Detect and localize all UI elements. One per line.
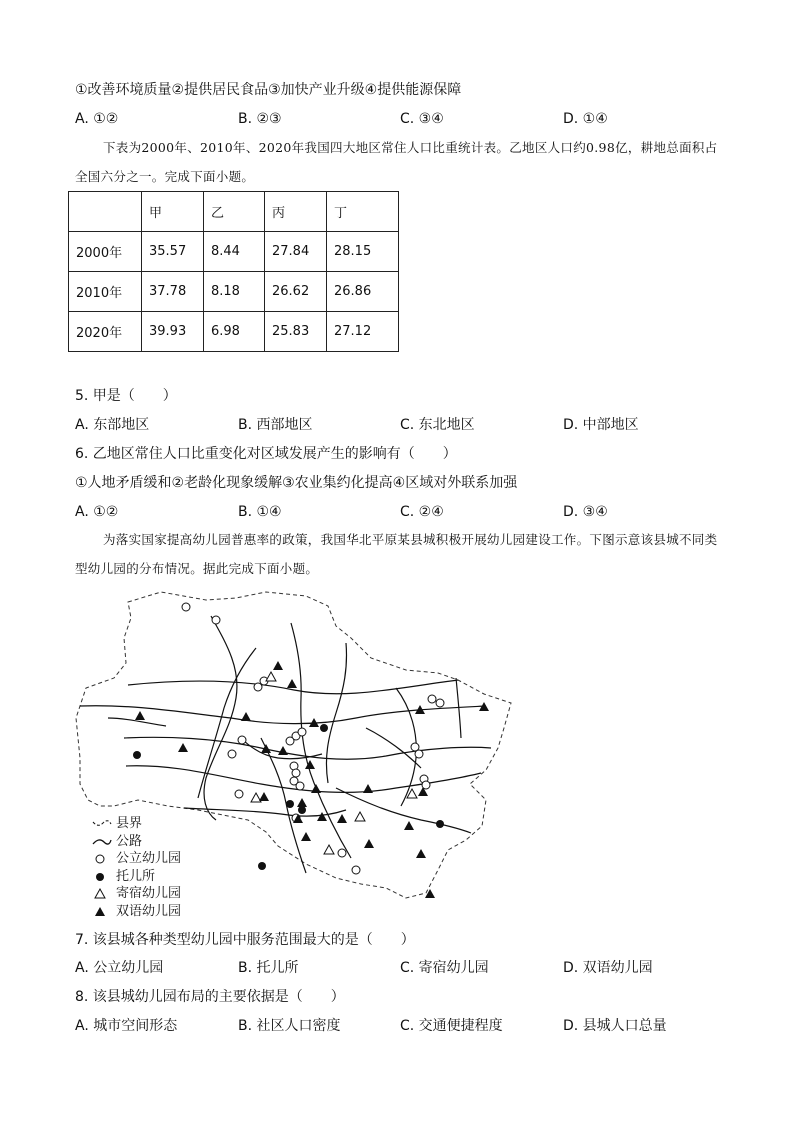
q5-stem: 5. 甲是（ ） — [75, 388, 177, 404]
table-cell: 37.78 — [142, 272, 204, 312]
q7-stem: 7. 该县城各种类型幼儿园中服务范围最大的是（ ） — [75, 932, 415, 948]
road — [336, 788, 471, 833]
legend-item-public-kindergarten — [92, 850, 181, 868]
public-kindergarten-marker — [298, 728, 306, 736]
bilingual-kindergarten-marker — [317, 812, 327, 821]
public-kindergarten-marker — [182, 603, 190, 611]
table-cell: 2010年 — [69, 272, 142, 312]
legend-item-boarding-kindergarten — [92, 885, 181, 903]
bilingual-kindergarten-marker — [278, 746, 288, 755]
q8-stem: 8. 该县城幼儿园布局的主要依据是（ ） — [75, 989, 345, 1005]
table-cell: 2020年 — [69, 312, 142, 352]
table-header-cell — [69, 192, 142, 232]
q5-option-d[interactable]: D. 中部地区 — [563, 417, 639, 433]
q6-option-b[interactable]: B. ①④ — [238, 504, 282, 520]
table-row — [69, 272, 399, 312]
boarding-kindergarten-marker — [324, 845, 334, 854]
road — [326, 643, 346, 783]
public-kindergarten-marker — [292, 769, 300, 777]
bilingual-kindergarten-marker — [273, 661, 283, 670]
q7-option-b[interactable]: B. 托儿所 — [238, 960, 299, 976]
q5-option-a[interactable]: A. 东部地区 — [75, 417, 150, 433]
legend-label: 公立幼儿园 — [116, 851, 182, 866]
nursery-marker — [286, 800, 294, 808]
public-kindergarten-marker — [212, 616, 220, 624]
q4-option-d[interactable]: D. ①④ — [563, 111, 608, 127]
public-kindergarten-marker — [296, 782, 304, 790]
bilingual-kindergarten-marker — [241, 712, 251, 721]
table-cell: 26.62 — [265, 272, 327, 312]
open-circle-icon — [92, 853, 112, 865]
legend-item-bilingual-kindergarten — [92, 903, 181, 921]
table-row — [69, 312, 399, 352]
public-kindergarten-marker — [428, 695, 436, 703]
bilingual-kindergarten-marker — [178, 743, 188, 752]
q4-option-c[interactable]: C. ③④ — [400, 111, 444, 127]
nursery-marker — [133, 751, 141, 759]
bilingual-kindergarten-markers — [135, 661, 489, 898]
table-cell: 8.18 — [204, 272, 265, 312]
table-cell: 8.44 — [204, 232, 265, 272]
legend-item-road — [92, 833, 181, 851]
bilingual-kindergarten-marker — [287, 679, 297, 688]
public-kindergarten-marker — [415, 750, 423, 758]
public-kindergarten-marker — [286, 737, 294, 745]
table-header-cell: 丁 — [327, 192, 399, 232]
filled-circle-icon — [92, 871, 112, 883]
public-kindergarten-marker — [254, 683, 262, 691]
q7-option-a[interactable]: A. 公立幼儿园 — [75, 960, 164, 976]
nursery-marker — [298, 806, 306, 814]
map-legend — [92, 815, 181, 920]
q8-option-b[interactable]: B. 社区人口密度 — [238, 1018, 341, 1034]
nursery-marker — [258, 862, 266, 870]
table-header-cell: 乙 — [204, 192, 265, 232]
public-kindergarten-markers — [182, 603, 444, 874]
road — [241, 738, 322, 759]
nursery-marker — [436, 820, 444, 828]
q8-option-a[interactable]: A. 城市空间形态 — [75, 1018, 178, 1034]
legend-label: 双语幼儿园 — [116, 903, 182, 919]
q7-option-d[interactable]: D. 双语幼儿园 — [563, 960, 653, 976]
q5-options — [75, 415, 715, 435]
q8-option-c[interactable]: C. 交通便捷程度 — [400, 1018, 503, 1034]
q7-option-c[interactable]: C. 寄宿幼儿园 — [400, 960, 489, 976]
q6-options — [75, 502, 715, 522]
county-boundary-symbol-icon — [92, 818, 112, 830]
bilingual-kindergarten-marker — [363, 784, 373, 793]
bilingual-kindergarten-marker — [135, 711, 145, 720]
legend-label: 县界 — [116, 816, 143, 831]
q4-statements: ①改善环境质量②提供居民食品③加快产业升级④提供能源保障 — [75, 82, 462, 98]
filled-triangle-icon — [92, 906, 112, 918]
table-row — [69, 232, 399, 272]
bilingual-kindergarten-marker — [259, 792, 269, 801]
table-header-row — [69, 192, 399, 232]
q5-option-b[interactable]: B. 西部地区 — [238, 417, 313, 433]
public-kindergarten-marker — [338, 849, 346, 857]
table-cell: 35.57 — [142, 232, 204, 272]
public-kindergarten-marker — [352, 866, 360, 874]
legend-item-nursery — [92, 868, 181, 886]
bilingual-kindergarten-marker — [416, 849, 426, 858]
table-header-cell: 甲 — [142, 192, 204, 232]
bilingual-kindergarten-marker — [364, 839, 374, 848]
q6-stem: 6. 乙地区常住人口比重变化对区域发展产生的影响有（ ） — [75, 446, 457, 462]
bilingual-kindergarten-marker — [297, 798, 307, 807]
table-cell: 39.93 — [142, 312, 204, 352]
q6-option-d[interactable]: D. ③④ — [563, 504, 608, 520]
table-cell: 26.86 — [327, 272, 399, 312]
q6-option-a[interactable]: A. ①② — [75, 504, 119, 520]
q7-options — [75, 958, 715, 978]
road — [124, 737, 491, 759]
intro-paragraph-kindergarten: 为落实国家提高幼儿园普惠率的政策，我国华北平原某县城积极开展幼儿园建设工作。下图示意该县城不同类型幼儿园的分布情况。据此完成下面小题。 — [75, 532, 718, 576]
public-kindergarten-marker — [436, 699, 444, 707]
bilingual-kindergarten-marker — [301, 832, 311, 841]
legend-item-county-boundary — [92, 815, 181, 833]
table-cell: 28.15 — [327, 232, 399, 272]
public-kindergarten-marker — [228, 750, 236, 758]
q6-option-c[interactable]: C. ②④ — [400, 504, 444, 520]
q4-options — [75, 109, 715, 129]
q6-statements: ①人地矛盾缓和②老龄化现象缓解③农业集约化提高④区域对外联系加强 — [75, 475, 518, 491]
legend-label: 托儿所 — [116, 868, 156, 884]
open-triangle-icon — [92, 888, 112, 900]
table-cell: 27.84 — [265, 232, 327, 272]
table-cell: 6.98 — [204, 312, 265, 352]
bilingual-kindergarten-marker — [311, 784, 321, 793]
boarding-kindergarten-marker — [355, 812, 365, 821]
bilingual-kindergarten-marker — [337, 814, 347, 823]
public-kindergarten-marker — [238, 736, 246, 744]
legend-label: 公路 — [116, 833, 143, 849]
boarding-kindergarten-marker — [266, 672, 276, 681]
q4-option-a[interactable]: A. ①② — [75, 111, 119, 127]
public-kindergarten-marker — [235, 790, 243, 798]
bilingual-kindergarten-marker — [404, 821, 414, 830]
q4-option-b[interactable]: B. ②③ — [238, 111, 282, 127]
nursery-marker — [320, 724, 328, 732]
table-cell: 2000年 — [69, 232, 142, 272]
q8-options — [75, 1016, 715, 1036]
bilingual-kindergarten-marker — [425, 889, 435, 898]
population-table — [68, 191, 399, 352]
road-symbol-icon — [92, 836, 112, 848]
q5-option-c[interactable]: C. 东北地区 — [400, 417, 475, 433]
table-header-cell: 丙 — [265, 192, 327, 232]
table-cell: 25.83 — [265, 312, 327, 352]
legend-label: 寄宿幼儿园 — [116, 886, 182, 901]
q8-option-d[interactable]: D. 县城人口总量 — [563, 1018, 667, 1034]
table-cell: 27.12 — [327, 312, 399, 352]
intro-paragraph-population: 下表为2000年、2010年、2020年我国四大地区常住人口比重统计表。乙地区人口约0.98亿，耕地总面积占全国六分之一。完成下面小题。 — [75, 140, 718, 184]
